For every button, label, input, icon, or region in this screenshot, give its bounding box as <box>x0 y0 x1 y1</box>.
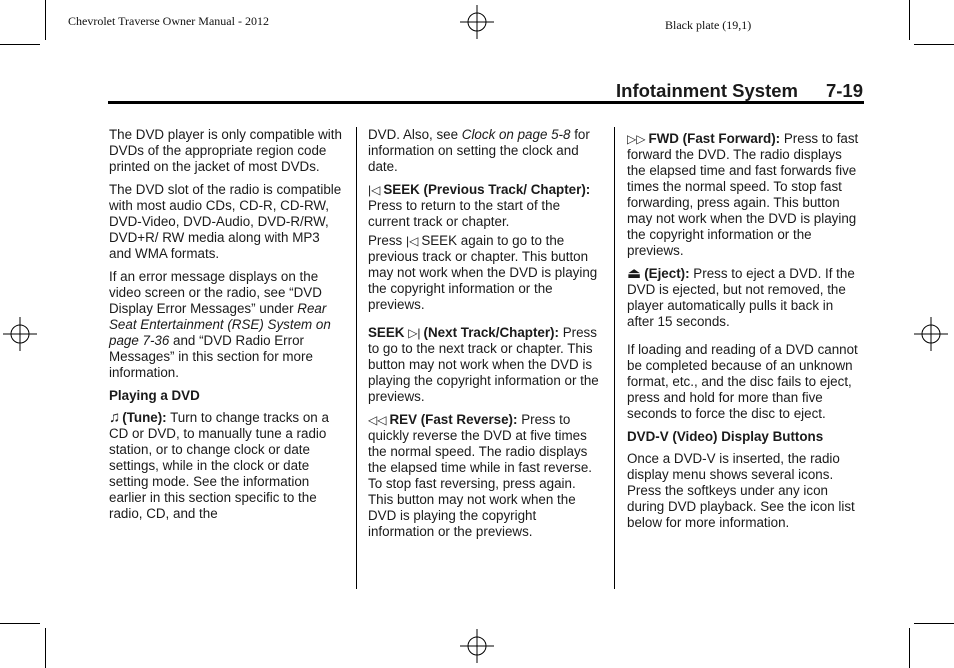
paragraph: If loading and reading of a DVD cannot be completed because of an unknown format, etc., and the disc fails to eject, press and hold for more than five seconds to force the disc to eject. <box>627 342 858 421</box>
cross-reference: Clock on page 5-8 <box>461 127 571 142</box>
crop-mark <box>45 0 46 40</box>
column-divider <box>356 127 357 589</box>
paragraph: |◁ SEEK (Previous Track/ Chapter): Press to return to the start of the current track or chapter. <box>368 182 591 229</box>
fast-forward-icon: ▷▷ <box>627 132 646 146</box>
fwd-label: FWD (Fast Forward): <box>648 131 781 146</box>
section-title: Infotainment System <box>616 80 798 101</box>
music-note-icon: ♫ <box>109 409 121 426</box>
crop-mark <box>914 44 954 45</box>
crop-mark <box>0 623 40 624</box>
paragraph: The DVD player is only compatible with DVDs of the appropriate region code printed on the jacket of most DVDs. <box>109 127 342 174</box>
rewind-icon: ◁◁ <box>368 413 387 427</box>
seek-previous-icon: |◁ <box>405 234 419 248</box>
seek-prev-label: SEEK (Previous Track/ Chapter): <box>383 182 591 197</box>
paragraph: ⏏ (Eject): Press to eject a DVD. If the DVD is ejected, but not removed, the player automatically pulls it back in after 15 seconds. <box>627 265 855 329</box>
seek-previous-icon: |◁ <box>368 183 381 197</box>
registration-mark-icon <box>460 629 494 663</box>
crop-mark <box>909 0 910 40</box>
cross-reference: Rear Seat Entertainment (RSE) System on page 7-36 <box>109 301 331 348</box>
paragraph: Press |◁ SEEK again to go to the previous track or chapter. This button may not work when the DVD is playing the copyright information or the previews. <box>368 233 598 312</box>
crop-mark <box>909 628 910 668</box>
crop-mark <box>45 628 46 668</box>
crop-mark <box>0 44 40 45</box>
paragraph: SEEK ▷| (Next Track/Chapter): Press to go to the next track or chapter. This button may not work when the DVD is playing the copyright information or the previews. <box>368 325 599 404</box>
paragraph: ▷▷ FWD (Fast Forward): Press to fast forward the DVD. The radio displays the elapsed time and fast forwards five times the normal speed. To stop fast forwarding, press again. This button may not work when the DVD is playing the copyright information or the previews. <box>627 131 859 258</box>
page-number: 7-19 <box>825 80 863 101</box>
tune-label: (Tune): <box>122 410 167 425</box>
eject-icon: ⏏ <box>627 265 642 282</box>
registration-mark-icon <box>3 317 37 351</box>
rev-label: REV (Fast Reverse): <box>389 412 518 427</box>
crop-mark <box>914 623 954 624</box>
eject-label: (Eject): <box>644 266 690 281</box>
header-rule <box>108 101 864 104</box>
paragraph: DVD. Also, see Clock on page 5-8 for information on setting the clock and date. <box>368 127 590 174</box>
paragraph: Once a DVD-V is inserted, the radio display menu shows several icons. Press the softkeys under any icon during DVD playback. See the icon list below for more information. <box>627 451 855 530</box>
seek-next-label: (Next Track/Chapter): <box>423 325 559 340</box>
seek-next-icon: ▷| <box>408 326 421 340</box>
registration-mark-icon <box>914 317 948 351</box>
paragraph: The DVD slot of the radio is compatible with most audio CDs, CD-R, CD-RW, DVD-Video, DVD-Audio, DVD-R/RW, DVD+R/ RW media along with MP3 and WMA formats. <box>109 182 342 261</box>
section-heading: DVD-V (Video) Display Buttons <box>627 429 824 444</box>
paragraph: ◁◁ REV (Fast Reverse): Press to quickly reverse the DVD at five times the normal speed. The radio displays the elapsed time while in fast reverse. To stop fast reversing, press again. This button may not work when the DVD is playing the copyright information or the previews. <box>368 412 593 539</box>
plate-left-text: Chevrolet Traverse Owner Manual - 2012 <box>68 14 269 28</box>
column-divider <box>614 127 615 589</box>
paragraph: If an error message displays on the video screen or the radio, see “DVD Display Error Messages” under Rear Seat Entertainment (RSE) System on page 7-36 and “DVD Radio Error Messages” in this section for more information. <box>109 269 331 380</box>
paragraph: ♫ (Tune): Turn to change tracks on a CD or DVD, to manually tune a radio station, or to change clock or date settings, while in the clock or date setting mode. See the information earlier in this section specific to the radio, CD, and the <box>109 409 329 521</box>
column-1 <box>109 127 345 529</box>
plate-right-text: Black plate (19,1) <box>665 18 752 32</box>
column-3 <box>627 131 863 538</box>
page-header <box>616 80 863 102</box>
registration-mark-icon <box>460 5 494 39</box>
section-heading: Playing a DVD <box>109 388 200 403</box>
column-2 <box>368 127 602 547</box>
